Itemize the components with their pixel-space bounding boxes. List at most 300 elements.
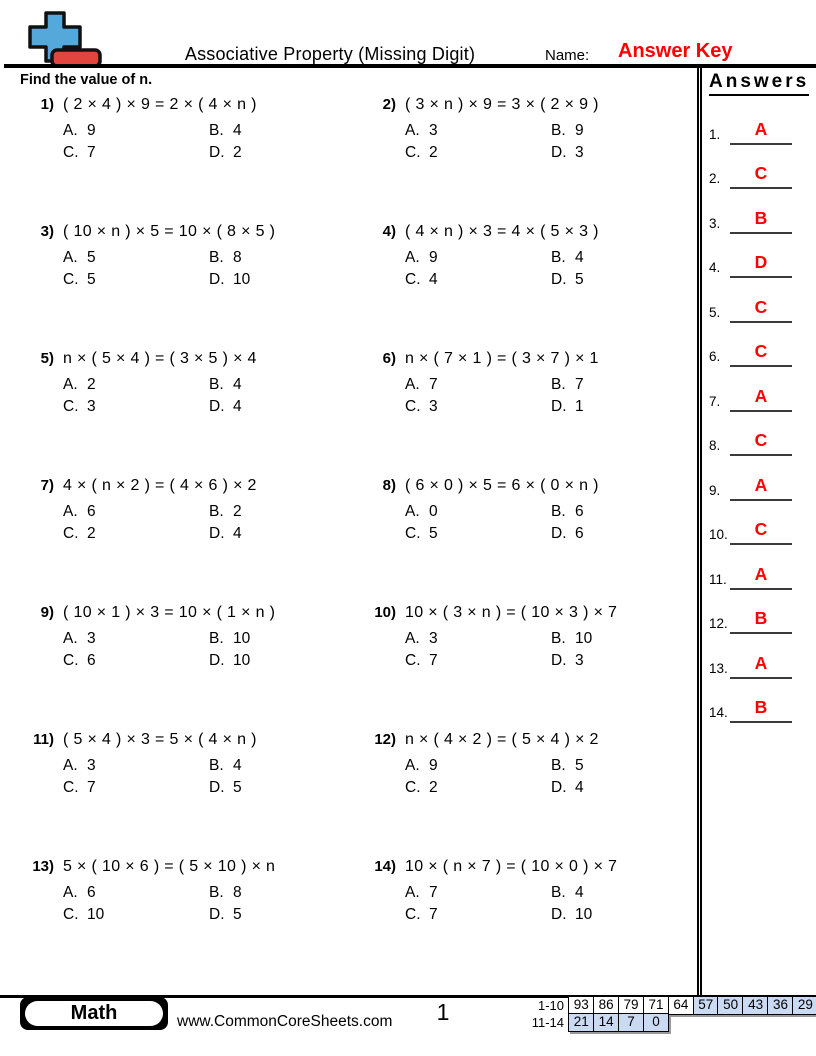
answers-list <box>709 100 816 723</box>
choice-d <box>551 269 696 291</box>
score-cell: 36 <box>767 996 794 1015</box>
problem-block <box>24 848 366 975</box>
choice-value: 0 <box>429 503 438 520</box>
score-cell: 7 <box>618 1013 645 1032</box>
choice-label: D. <box>209 397 225 415</box>
choice-label: D. <box>551 397 567 415</box>
choice-d <box>209 142 366 164</box>
score-cell: 79 <box>618 996 645 1015</box>
choice-label: B. <box>209 884 224 901</box>
problem-number: 6) <box>382 350 396 367</box>
choice-label: C. <box>405 651 421 669</box>
choice-label: A. <box>63 630 78 647</box>
choice-label: D. <box>209 270 225 288</box>
choice-label: A. <box>63 122 78 139</box>
choice-label: D. <box>209 778 225 796</box>
choice-label: B. <box>551 249 566 266</box>
choice-label: D. <box>551 270 567 288</box>
choices <box>405 501 696 544</box>
problem-number: 10) <box>374 604 396 621</box>
choice-a <box>405 501 551 523</box>
problem-equation: ( 10 × 1 ) × 3 = 10 × ( 1 × n ) <box>63 604 276 621</box>
choice-a <box>405 755 551 777</box>
problem-equation: ( 6 × 0 ) × 5 = 6 × ( 0 × n ) <box>405 477 599 494</box>
choice-b <box>209 501 366 523</box>
problem-head <box>24 350 366 368</box>
answer-item <box>709 100 816 145</box>
answer-letter: A <box>754 652 768 673</box>
choice-label: C. <box>405 905 421 923</box>
score-cell: 29 <box>792 996 816 1015</box>
choice-value: 7 <box>429 884 438 901</box>
score-row <box>530 996 816 1015</box>
problem-head <box>24 223 366 241</box>
choices <box>405 374 696 417</box>
choice-label: B. <box>209 122 224 139</box>
header-divider <box>4 64 816 68</box>
choice-b <box>209 755 366 777</box>
choice-c <box>405 396 551 418</box>
problem-block <box>366 86 696 213</box>
choice-a <box>63 374 209 396</box>
choices <box>405 755 696 798</box>
score-cell: 93 <box>568 996 595 1015</box>
choice-label: C. <box>63 143 79 161</box>
choice-value: 2 <box>87 524 96 542</box>
answer-number: 13. <box>709 660 728 676</box>
answer-item <box>709 234 816 279</box>
choice-label: B. <box>551 122 566 139</box>
problem-equation: 10 × ( 3 × n ) = ( 10 × 3 ) × 7 <box>405 604 618 621</box>
answer-number: 4. <box>709 260 721 275</box>
choice-value: 2 <box>87 376 96 393</box>
problem-number: 12) <box>374 731 396 748</box>
page-title: Associative Property (Missing Digit) <box>184 44 476 64</box>
choice-label: A. <box>405 630 420 647</box>
choice-label: D. <box>551 651 567 669</box>
problem-head <box>366 477 696 495</box>
choices <box>405 628 696 671</box>
choice-label: B. <box>551 757 566 774</box>
problem-block <box>366 721 696 848</box>
choice-d <box>209 396 366 418</box>
answers-panel <box>697 68 816 997</box>
problem-block <box>366 594 696 721</box>
choice-value: 7 <box>429 651 438 669</box>
choice-value: 9 <box>575 122 584 139</box>
answer-blank-line <box>730 721 792 723</box>
problem-number: 9) <box>40 604 54 621</box>
choices <box>63 374 366 417</box>
problem-equation: 10 × ( n × 7 ) = ( 10 × 0 ) × 7 <box>405 858 618 875</box>
problem-block <box>24 594 366 721</box>
choice-c <box>405 142 551 164</box>
answer-letter: A <box>754 385 768 406</box>
choice-label: B. <box>209 757 224 774</box>
choice-d <box>209 523 366 545</box>
choice-b <box>209 374 366 396</box>
problem-number: 14) <box>374 858 396 875</box>
choice-label: D. <box>209 524 225 542</box>
choice-d <box>551 523 696 545</box>
answer-number: 9. <box>709 482 721 498</box>
choice-c <box>405 777 551 799</box>
choice-label: D. <box>551 143 567 161</box>
choice-label: B. <box>209 249 224 266</box>
choice-c <box>63 523 209 545</box>
choice-label: A. <box>405 503 420 520</box>
problem-head <box>366 96 696 114</box>
choices <box>63 882 366 925</box>
choice-label: C. <box>405 524 421 542</box>
choice-value: 4 <box>233 376 242 393</box>
choice-label: C. <box>63 270 79 288</box>
choice-a <box>63 628 209 650</box>
choice-value: 3 <box>87 397 96 415</box>
choice-c <box>63 650 209 672</box>
choice-value: 4 <box>233 524 242 542</box>
choice-value: 4 <box>233 757 242 774</box>
problem-number: 8) <box>382 477 396 494</box>
problem-block <box>366 213 696 340</box>
choice-label: C. <box>405 143 421 161</box>
choice-b <box>209 247 366 269</box>
choice-value: 2 <box>429 143 438 161</box>
answer-item <box>709 145 816 190</box>
choice-value: 9 <box>87 122 96 139</box>
choice-c <box>63 777 209 799</box>
problem-equation: ( 3 × n ) × 9 = 3 × ( 2 × 9 ) <box>405 96 599 113</box>
choice-value: 3 <box>87 630 96 647</box>
choice-a <box>405 628 551 650</box>
choice-value: 5 <box>87 270 96 288</box>
choice-label: D. <box>209 651 225 669</box>
answer-letter: B <box>754 207 768 228</box>
choices <box>405 882 696 925</box>
choice-label: B. <box>209 503 224 520</box>
choice-b <box>551 628 696 650</box>
choice-value: 7 <box>575 376 584 393</box>
choice-label: A. <box>63 249 78 266</box>
choice-value: 6 <box>87 884 96 901</box>
score-cell: 71 <box>643 996 670 1015</box>
answer-letter: C <box>754 341 768 361</box>
choice-label: A. <box>63 503 78 520</box>
choice-label: A. <box>63 884 78 901</box>
problem-block <box>24 340 366 467</box>
choice-label: A. <box>405 376 420 393</box>
choice-a <box>63 755 209 777</box>
answer-item <box>709 545 816 590</box>
problem-number: 7) <box>40 477 54 494</box>
choice-b <box>551 501 696 523</box>
problem-equation: 4 × ( n × 2 ) = ( 4 × 6 ) × 2 <box>63 477 257 494</box>
problem-equation: ( 2 × 4 ) × 9 = 2 × ( 4 × n ) <box>63 96 257 113</box>
choice-a <box>63 501 209 523</box>
answer-item <box>709 501 816 546</box>
answer-item <box>709 412 816 457</box>
answer-letter: A <box>754 118 768 139</box>
choice-value: 4 <box>233 122 242 139</box>
problem-block <box>366 848 696 975</box>
problem-equation: n × ( 4 × 2 ) = ( 5 × 4 ) × 2 <box>405 731 599 748</box>
choice-value: 3 <box>575 143 584 161</box>
choice-value: 9 <box>429 249 438 266</box>
problem-head <box>24 858 366 876</box>
choice-value: 6 <box>87 503 96 520</box>
answer-number: 5. <box>709 304 721 320</box>
choice-a <box>63 882 209 904</box>
choice-value: 7 <box>429 905 438 923</box>
choice-label: C. <box>405 270 421 288</box>
choice-value: 7 <box>429 376 438 393</box>
choice-b <box>551 882 696 904</box>
problem-number: 13) <box>32 858 54 875</box>
score-cell: 0 <box>643 1013 670 1032</box>
choice-label: B. <box>209 376 224 393</box>
instruction-text: Find the value of n. <box>20 72 153 88</box>
problem-head <box>366 350 696 368</box>
choice-label: D. <box>551 905 567 923</box>
answer-letter: D <box>754 252 768 272</box>
answer-number: 12. <box>709 616 728 631</box>
answer-number: 10. <box>709 527 728 542</box>
problem-head <box>24 96 366 114</box>
answer-letter: C <box>754 430 768 450</box>
score-cell: 57 <box>693 996 720 1015</box>
choice-value: 1 <box>575 397 584 415</box>
problem-number: 1) <box>40 96 54 113</box>
choice-value: 6 <box>87 651 96 669</box>
answer-letter: C <box>754 519 768 539</box>
choice-b <box>209 628 366 650</box>
answer-item <box>709 456 816 501</box>
choices <box>405 120 696 163</box>
choice-value: 5 <box>87 249 96 266</box>
choice-c <box>63 142 209 164</box>
answer-item <box>709 189 816 234</box>
choices <box>63 501 366 544</box>
score-cells <box>568 1013 669 1032</box>
problem-equation: ( 5 × 4 ) × 3 = 5 × ( 4 × n ) <box>63 731 257 748</box>
answer-number: 8. <box>709 438 721 453</box>
score-cell: 43 <box>742 996 769 1015</box>
problem-block <box>24 213 366 340</box>
problem-equation: 5 × ( 10 × 6 ) = ( 5 × 10 ) × n <box>63 858 276 875</box>
problem-head <box>366 223 696 241</box>
answer-item <box>709 634 816 679</box>
answer-number: 1. <box>709 126 721 142</box>
choice-label: A. <box>405 122 420 139</box>
score-cell: 64 <box>668 996 695 1015</box>
choice-value: 10 <box>575 905 593 923</box>
problem-equation: n × ( 5 × 4 ) = ( 3 × 5 ) × 4 <box>63 350 257 367</box>
choice-value: 2 <box>233 503 242 520</box>
choice-value: 3 <box>575 651 584 669</box>
answer-item <box>709 323 816 368</box>
choice-a <box>405 882 551 904</box>
choice-d <box>209 904 366 926</box>
choice-a <box>405 247 551 269</box>
choice-c <box>405 269 551 291</box>
choice-label: C. <box>63 651 79 669</box>
choice-label: C. <box>63 397 79 415</box>
choice-c <box>405 650 551 672</box>
choice-label: C. <box>405 778 421 796</box>
choice-c <box>63 269 209 291</box>
answer-number: 6. <box>709 349 721 364</box>
problem-head <box>24 477 366 495</box>
choice-value: 6 <box>575 524 584 542</box>
answer-letter: C <box>754 296 768 317</box>
choice-value: 8 <box>233 249 242 266</box>
problem-number: 5) <box>40 350 54 367</box>
problem-equation: n × ( 7 × 1 ) = ( 3 × 7 ) × 1 <box>405 350 599 367</box>
choice-d <box>551 650 696 672</box>
problem-number: 2) <box>382 96 396 113</box>
problem-block <box>366 467 696 594</box>
page-number: 1 <box>436 999 450 1025</box>
problem-equation: ( 4 × n ) × 3 = 4 × ( 5 × 3 ) <box>405 223 599 240</box>
choice-value: 3 <box>429 122 438 139</box>
problem-head <box>366 604 696 622</box>
score-row <box>530 1013 816 1032</box>
choice-value: 3 <box>429 397 438 415</box>
answer-letter: B <box>754 697 768 717</box>
choice-d <box>551 396 696 418</box>
score-table <box>530 996 816 1032</box>
answer-number: 14. <box>709 705 728 720</box>
choice-b <box>551 120 696 142</box>
problem-head <box>366 731 696 749</box>
choice-label: D. <box>551 778 567 796</box>
answer-letter: B <box>754 608 768 628</box>
choice-label: A. <box>63 757 78 774</box>
choices <box>405 247 696 290</box>
answer-item <box>709 679 816 724</box>
choice-label: C. <box>63 778 79 796</box>
choice-value: 7 <box>87 778 96 796</box>
choice-c <box>63 396 209 418</box>
choice-b <box>551 755 696 777</box>
choice-a <box>405 374 551 396</box>
answer-letter: C <box>754 163 768 183</box>
choice-c <box>405 904 551 926</box>
choice-label: D. <box>551 524 567 542</box>
problem-block <box>24 467 366 594</box>
choice-value: 4 <box>233 397 242 415</box>
score-cell: 86 <box>593 996 620 1015</box>
choice-value: 5 <box>575 270 584 288</box>
problem-number: 11) <box>33 731 54 748</box>
problem-block <box>366 340 696 467</box>
choice-value: 3 <box>429 630 438 647</box>
choice-d <box>209 650 366 672</box>
choice-label: B. <box>551 884 566 901</box>
problem-head <box>366 858 696 876</box>
choice-d <box>551 142 696 164</box>
answer-number: 3. <box>709 215 721 231</box>
choice-value: 4 <box>575 249 584 266</box>
answer-number: 2. <box>709 171 721 186</box>
choice-value: 5 <box>233 778 242 796</box>
choice-label: D. <box>209 905 225 923</box>
choice-value: 10 <box>233 651 251 669</box>
choice-a <box>405 120 551 142</box>
choice-value: 10 <box>87 905 105 923</box>
answer-item <box>709 278 816 323</box>
choice-value: 10 <box>233 630 251 647</box>
score-cell: 21 <box>568 1013 595 1032</box>
score-cell: 50 <box>717 996 744 1015</box>
choice-value: 5 <box>233 905 242 923</box>
choice-value: 4 <box>575 778 584 796</box>
problem-number: 4) <box>382 223 396 240</box>
choice-d <box>209 269 366 291</box>
choice-d <box>551 904 696 926</box>
choice-label: B. <box>551 630 566 647</box>
choice-b <box>209 882 366 904</box>
choice-value: 9 <box>429 757 438 774</box>
choice-label: D. <box>209 143 225 161</box>
choices <box>63 628 366 671</box>
choices <box>63 247 366 290</box>
choice-value: 2 <box>429 778 438 796</box>
choice-c <box>63 904 209 926</box>
choice-value: 6 <box>575 503 584 520</box>
choice-label: A. <box>405 884 420 901</box>
choice-value: 4 <box>575 884 584 901</box>
choice-value: 4 <box>429 270 438 288</box>
choice-a <box>63 120 209 142</box>
choice-d <box>209 777 366 799</box>
site-url: www.CommonCoreSheets.com <box>177 1013 393 1030</box>
problem-equation: ( 10 × n ) × 5 = 10 × ( 8 × 5 ) <box>63 223 276 240</box>
choice-label: A. <box>405 249 420 266</box>
answer-key-text: Answer Key <box>618 40 733 62</box>
choice-label: B. <box>551 376 566 393</box>
problem-block <box>24 86 366 213</box>
choice-d <box>551 777 696 799</box>
choice-value: 8 <box>233 884 242 901</box>
choice-value: 5 <box>429 524 438 542</box>
subject-badge <box>20 997 168 1030</box>
choice-label: A. <box>405 757 420 774</box>
choice-c <box>405 523 551 545</box>
problem-head <box>24 604 366 622</box>
answer-number: 7. <box>709 393 721 409</box>
score-row-label: 1-10 <box>537 998 564 1013</box>
choice-b <box>209 120 366 142</box>
choice-b <box>551 374 696 396</box>
choice-label: B. <box>209 630 224 647</box>
choices <box>63 120 366 163</box>
answer-item <box>709 367 816 412</box>
score-cell: 14 <box>593 1013 620 1032</box>
answer-number: 11. <box>709 571 727 587</box>
choice-value: 3 <box>87 757 96 774</box>
choices <box>63 755 366 798</box>
choice-label: C. <box>405 397 421 415</box>
choice-b <box>551 247 696 269</box>
answer-letter: A <box>754 474 768 495</box>
answers-title: Answers <box>709 71 809 96</box>
choice-value: 10 <box>575 630 593 647</box>
problem-head <box>24 731 366 749</box>
choice-value: 7 <box>87 143 96 161</box>
choice-label: C. <box>63 524 79 542</box>
choice-value: 2 <box>233 143 242 161</box>
